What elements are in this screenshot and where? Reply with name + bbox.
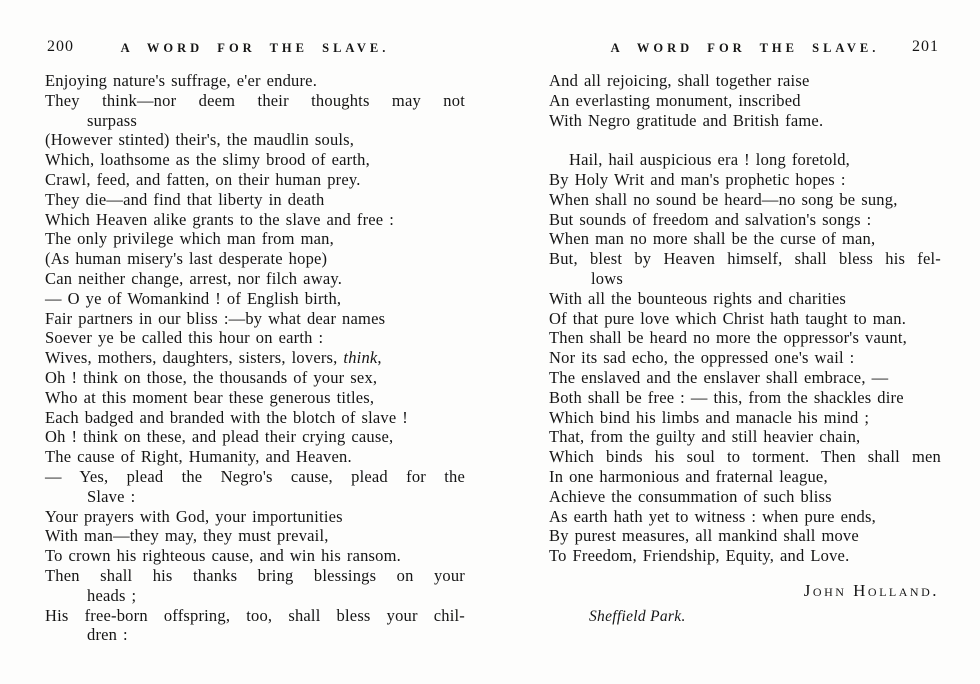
- place-line: Sheffield Park.: [589, 607, 686, 625]
- poem-line: Hail, hail auspicious era ! long foretold,: [569, 150, 851, 170]
- running-title: A WORD FOR THE SLAVE.: [120, 41, 390, 55]
- poem-line: Which binds his soul to torment. Then shall men: [549, 447, 941, 467]
- poem-line: Of that pure love which Christ hath taught to man.: [549, 308, 907, 328]
- poem-line: lows: [591, 268, 623, 288]
- poem-line: Wives, mothers, daughters, sisters, lovers, think,: [45, 348, 382, 368]
- poem-text-right: [549, 71, 941, 566]
- poem-line: His free-born offspring, too, shall bless your chil-: [45, 605, 465, 625]
- poem-line: That, from the guilty and still heavier chain,: [549, 427, 861, 447]
- poem-line: Soever ye be called this hour on earth :: [45, 328, 324, 348]
- poem-line: But sounds of freedom and salvation's songs :: [549, 209, 872, 229]
- poem-line: surpass: [87, 110, 137, 130]
- poem-line: Both shall be free : — this, from the shackles dire: [549, 387, 904, 407]
- poem-line: heads ;: [87, 585, 137, 605]
- poem-line: Which bind his limbs and manacle his mind ;: [549, 407, 870, 427]
- page-header-right: [549, 38, 941, 56]
- poem-line: Fair partners in our bliss :—by what dear names: [45, 308, 386, 328]
- poem-line: — O ye of Womankind ! of English birth,: [45, 288, 342, 308]
- poem-line: (However stinted) their's, the maudlin souls,: [45, 130, 355, 150]
- poem-line: The enslaved and the enslaver shall embrace, —: [549, 367, 889, 387]
- poem-line: Each badged and branded with the blotch of slave !: [45, 407, 408, 427]
- page-number: 200: [47, 38, 74, 55]
- poem-line: Slave :: [87, 486, 136, 506]
- poem-line: The only privilege which man from man,: [45, 229, 334, 249]
- poem-line: Oh ! think on those, the thousands of your sex,: [45, 367, 378, 387]
- poem-line: Oh ! think on these, and plead their crying cause,: [45, 427, 394, 447]
- page-left: [45, 38, 465, 645]
- poem-line: (As human misery's last desperate hope): [45, 249, 328, 269]
- poem-line: To crown his righteous cause, and win his ransom.: [45, 546, 401, 566]
- poem-line: To Freedom, Friendship, Equity, and Love.: [549, 546, 850, 566]
- poem-line: dren :: [87, 625, 128, 645]
- page-header-left: [45, 38, 465, 56]
- poem-line: They die—and find that liberty in death: [45, 189, 325, 209]
- author-signature: John Holland.: [803, 580, 939, 600]
- page-right: [549, 38, 941, 626]
- running-title: A WORD FOR THE SLAVE.: [610, 41, 880, 55]
- poem-line: With man—they may, they must prevail,: [45, 526, 329, 546]
- poem-line: As earth hath yet to witness : when pure ends,: [549, 506, 876, 526]
- poem-line: And all rejoicing, shall together raise: [549, 71, 810, 90]
- poem-line: Which Heaven alike grants to the slave and free :: [45, 209, 395, 229]
- poem-line: — Yes, plead the Negro's cause, plead for the: [45, 466, 465, 486]
- poem-text-left: [45, 71, 465, 645]
- poem-line: In one harmonious and fraternal league,: [549, 466, 828, 486]
- poem-line: Your prayers with God, your importunities: [45, 506, 343, 526]
- poem-line: An everlasting monument, inscribed: [549, 90, 801, 110]
- poem-line: Nor its sad echo, the oppressed one's wail :: [549, 348, 855, 368]
- poem-line: With all the bounteous rights and charities: [549, 288, 847, 308]
- poem-line: Then shall be heard no more the oppressor's vaunt,: [549, 328, 907, 348]
- poem-line: Achieve the consummation of such bliss: [549, 486, 832, 506]
- poem-line: They think—nor deem their thoughts may not: [45, 90, 465, 110]
- poem-line: Which, loathsome as the slimy brood of earth,: [45, 150, 370, 170]
- poem-line: [549, 130, 941, 150]
- poem-line: With Negro gratitude and British fame.: [549, 110, 824, 130]
- poem-line: Enjoying nature's suffrage, e'er endure.: [45, 71, 318, 90]
- poem-line: When man no more shall be the curse of man,: [549, 229, 876, 249]
- poem-line: By Holy Writ and man's prophetic hopes :: [549, 169, 846, 189]
- page-number: 201: [912, 38, 939, 55]
- poem-line: But, blest by Heaven himself, shall bless his fel-: [549, 249, 941, 269]
- poem-line: Then shall his thanks bring blessings on your: [45, 565, 465, 585]
- poem-line: The cause of Right, Humanity, and Heaven.: [45, 447, 352, 467]
- poem-line: Can neither change, arrest, nor filch away.: [45, 268, 343, 288]
- poem-line: Crawl, feed, and fatten, on their human prey.: [45, 169, 361, 189]
- poem-line: By purest measures, all mankind shall move: [549, 526, 859, 546]
- poem-line: Who at this moment bear these generous titles,: [45, 387, 375, 407]
- poem-line: When shall no sound be heard—no song be sung,: [549, 189, 898, 209]
